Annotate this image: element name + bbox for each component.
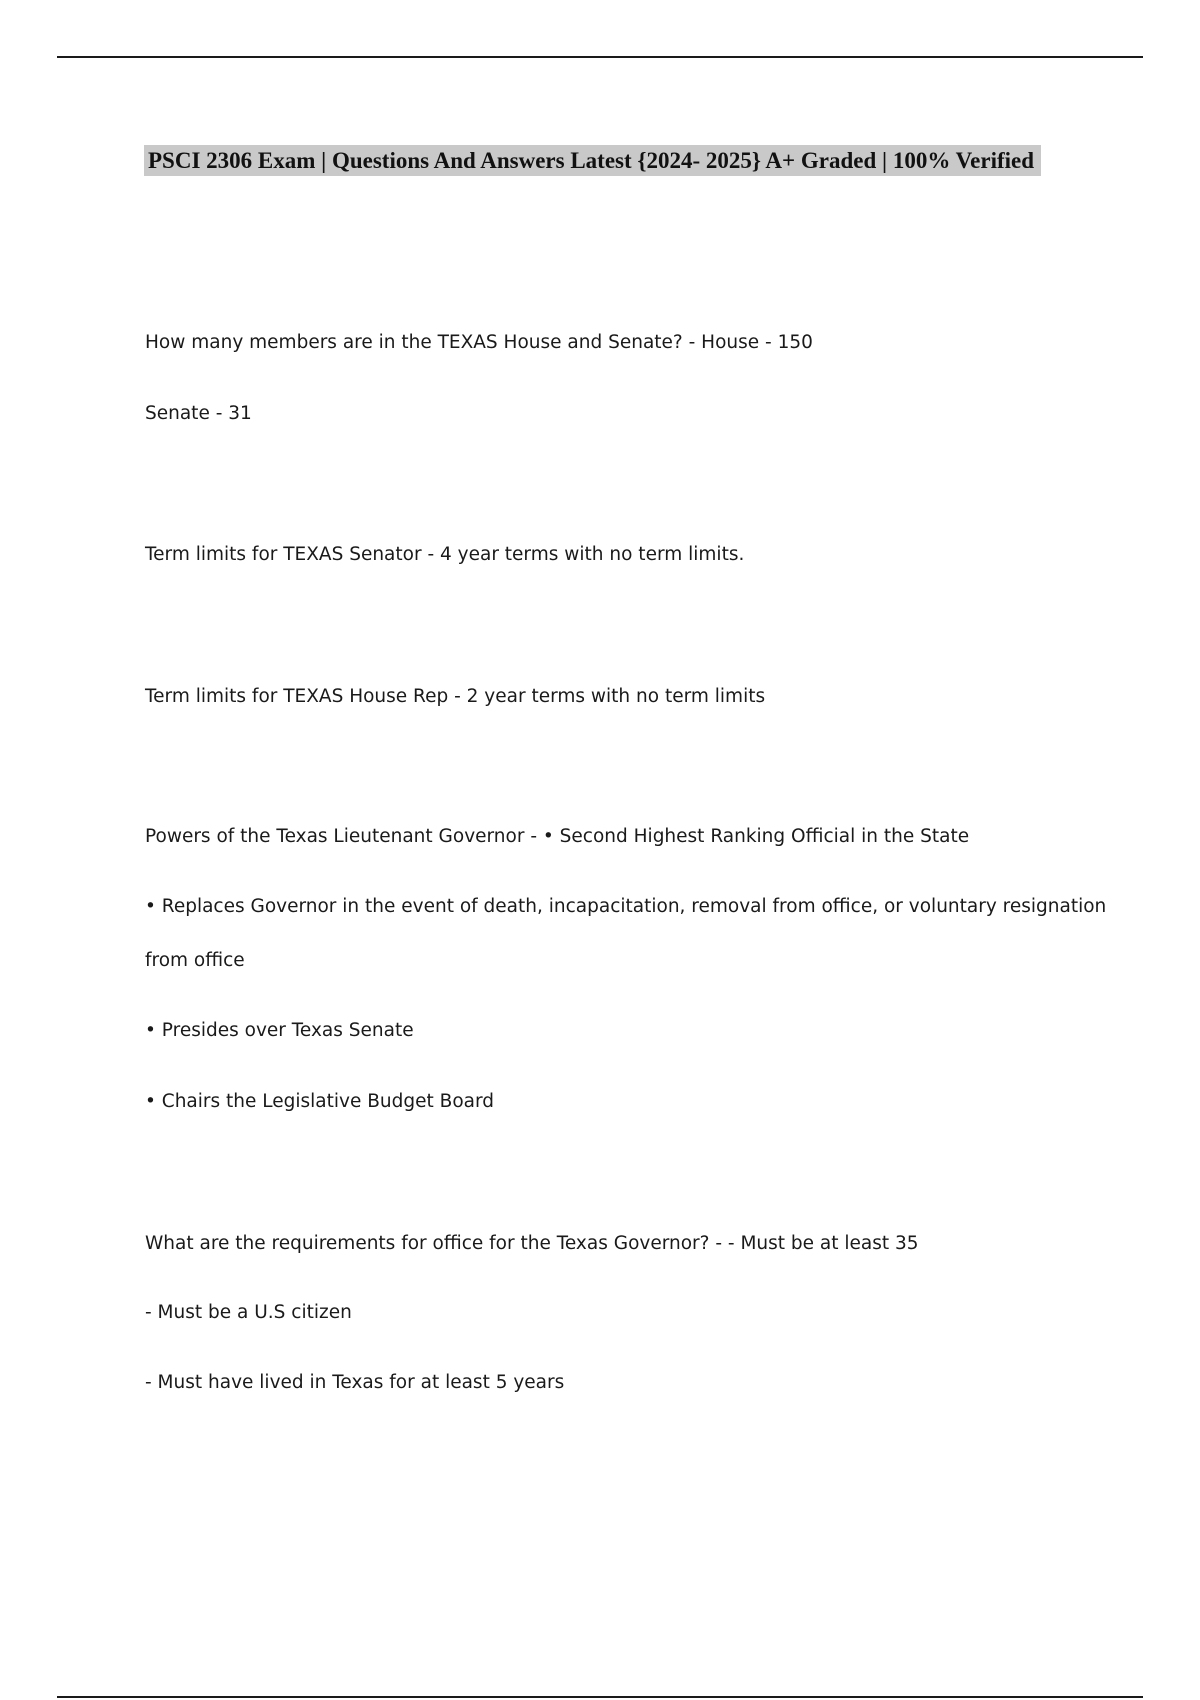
qa-line-lt-governor-budget-board: • Chairs the Legislative Budget Board	[145, 1091, 495, 1112]
qa-line-lt-governor-replaces: • Replaces Governor in the event of death, incapacitation, removal from office, or voluntary resignation	[145, 896, 1107, 917]
document-title: PSCI 2306 Exam | Questions And Answers Latest {2024- 2025} A+ Graded | 100% Verified	[144, 145, 1041, 176]
qa-line-lt-governor-replaces-cont: from office	[145, 950, 245, 971]
qa-line-senate-count: Senate - 31	[145, 403, 252, 424]
qa-line-governor-residency: - Must have lived in Texas for at least 5 years	[145, 1372, 565, 1393]
qa-line-house-senate-members: How many members are in the TEXAS House and Senate? - House - 150	[145, 332, 813, 353]
qa-line-house-rep-term-limits: Term limits for TEXAS House Rep - 2 year terms with no term limits	[145, 686, 766, 707]
bottom-rule	[57, 1696, 1143, 1698]
qa-line-senator-term-limits: Term limits for TEXAS Senator - 4 year terms with no term limits.	[145, 544, 745, 565]
qa-line-lt-governor-presides: • Presides over Texas Senate	[145, 1020, 414, 1041]
qa-line-governor-citizen: - Must be a U.S citizen	[145, 1302, 352, 1323]
qa-line-governor-requirements: What are the requirements for office for the Texas Governor? - - Must be at least 35	[145, 1233, 919, 1254]
top-rule	[57, 56, 1143, 58]
qa-line-lt-governor-powers: Powers of the Texas Lieutenant Governor - • Second Highest Ranking Official in the State	[145, 826, 970, 847]
